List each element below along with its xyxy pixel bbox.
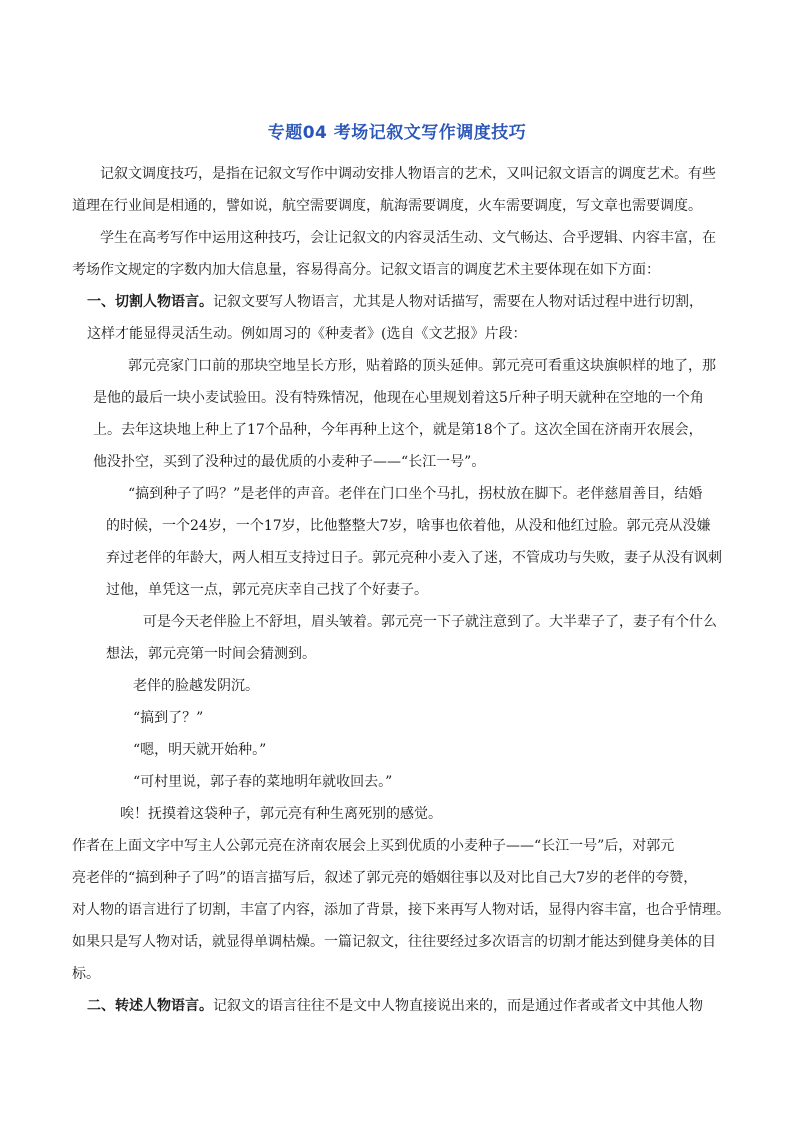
section2-text-1: 记叙文的语言往往不是文中人物直接说出来的，而是通过作者或者文中其他人物 [213,998,703,1014]
excerpt-line-6: 的时候，一个24岁，一个17岁，比他整整大7岁，啥事也依着他，从没和他红过脸。郭元亮从没嫌 [106,518,711,534]
excerpt-line-10: 想法，郭元亮第一时间会猜测到。 [106,646,316,662]
excerpt-line-1: 郭元亮家门口前的那块空地呈长方形，贴着路的顶头延伸。郭元亮可看重这块旗帜样的地了，那 [128,358,716,374]
analysis-line-1: 作者在上面文字中写主人公郭元亮在济南农展会上买到优质的小麦种子——“长江一号”后，对郭元 [72,838,675,854]
excerpt-line-9: 可是今天老伴脸上不舒坦，眉头皱着。郭元亮一下子就注意到了。大半辈子了，妻子有个什么 [143,614,717,630]
excerpt-line-4: 他没扑空，买到了没种过的最优质的小麦种子——“长江一号”。 [93,454,486,470]
section1-text-1: 记叙文要写人物语言，尤其是人物对话描写，需要在人物对话过程中进行切割， [213,294,703,310]
excerpt-line-14: “可村里说，郭子春的菜地明年就收回去。” [133,774,393,790]
intro-line-2: 道理在行业间是相通的，譬如说，航空需要调度，航海需要调度，火车需要调度，写文章也需要调度。 [72,198,702,214]
excerpt-line-5: “搞到种子了吗？”是老伴的声音。老伴在门口坐个马扎，拐杖放在脚下。老伴慈眉善目，结婚 [128,486,703,502]
excerpt-line-2: 是他的最后一块小麦试验田。没有特殊情况，他现在心里规划着这5斤种子明天就种在空地的一个角 [93,390,704,406]
section2-heading: 二、转述人物语言。 [87,998,213,1014]
excerpt-line-15: 唉！抚摸着这袋种子，郭元亮有种生离死别的感觉。 [120,806,442,822]
excerpt-line-13: “嗯，明天就开始种。” [133,742,267,758]
excerpt-line-8: 过他，单凭这一点，郭元亮庆幸自己找了个好妻子。 [106,582,428,598]
intro-line-3: 学生在高考写作中运用这种技巧，会让记叙文的内容灵活生动、文气畅达、合乎逻辑、内容丰富，在 [100,230,716,246]
excerpt-line-7: 弃过老伴的年龄大，两人相互支持过日子。郭元亮种小麦入了迷，不管成功与失败，妻子从没有讽刺 [106,550,722,566]
intro-line-1: 记叙文调度技巧，是指在记叙文写作中调动安排人物语言的艺术，又叫记叙文语言的调度艺术。有些 [100,166,716,182]
analysis-line-2: 亮老伴的“搞到种子了吗”的语言描写后，叙述了郭元亮的婚姻往事以及对比自己大7岁的老伴的夸赞， [72,870,698,886]
analysis-line-4: 如果只是写人物对话，就显得单调枯燥。一篇记叙文，往往要经过多次语言的切割才能达到健身美体的目 [72,934,716,950]
section1-heading: 一、切割人物语言。 [87,294,213,310]
section2-line-1 [87,996,703,1016]
excerpt-line-11: 老伴的脸越发阴沉。 [133,678,259,694]
excerpt-line-12: “搞到了？” [133,710,204,726]
excerpt-line-3: 上。去年这块地上种上了17个品种，今年再种上这个，就是第18个了。这次全国在济南开农展会， [93,422,703,438]
section1-line-2: 这样才能显得灵活生动。例如周习的《种麦者》(选自《文艺报》片段： [87,326,527,342]
document-title: 专题04 考场记叙文写作调度技巧 [267,123,527,143]
analysis-line-5: 标。 [72,966,100,982]
section1-line-1 [87,292,703,312]
analysis-line-3: 对人物的语言进行了切割，丰富了内容，添加了背景，接下来再写人物对话，显得内容丰富，也合乎情理。 [72,902,730,918]
intro-line-4: 考场作文规定的字数内加大信息量，容易得高分。记叙文语言的调度艺术主要体现在如下方面： [72,262,660,278]
